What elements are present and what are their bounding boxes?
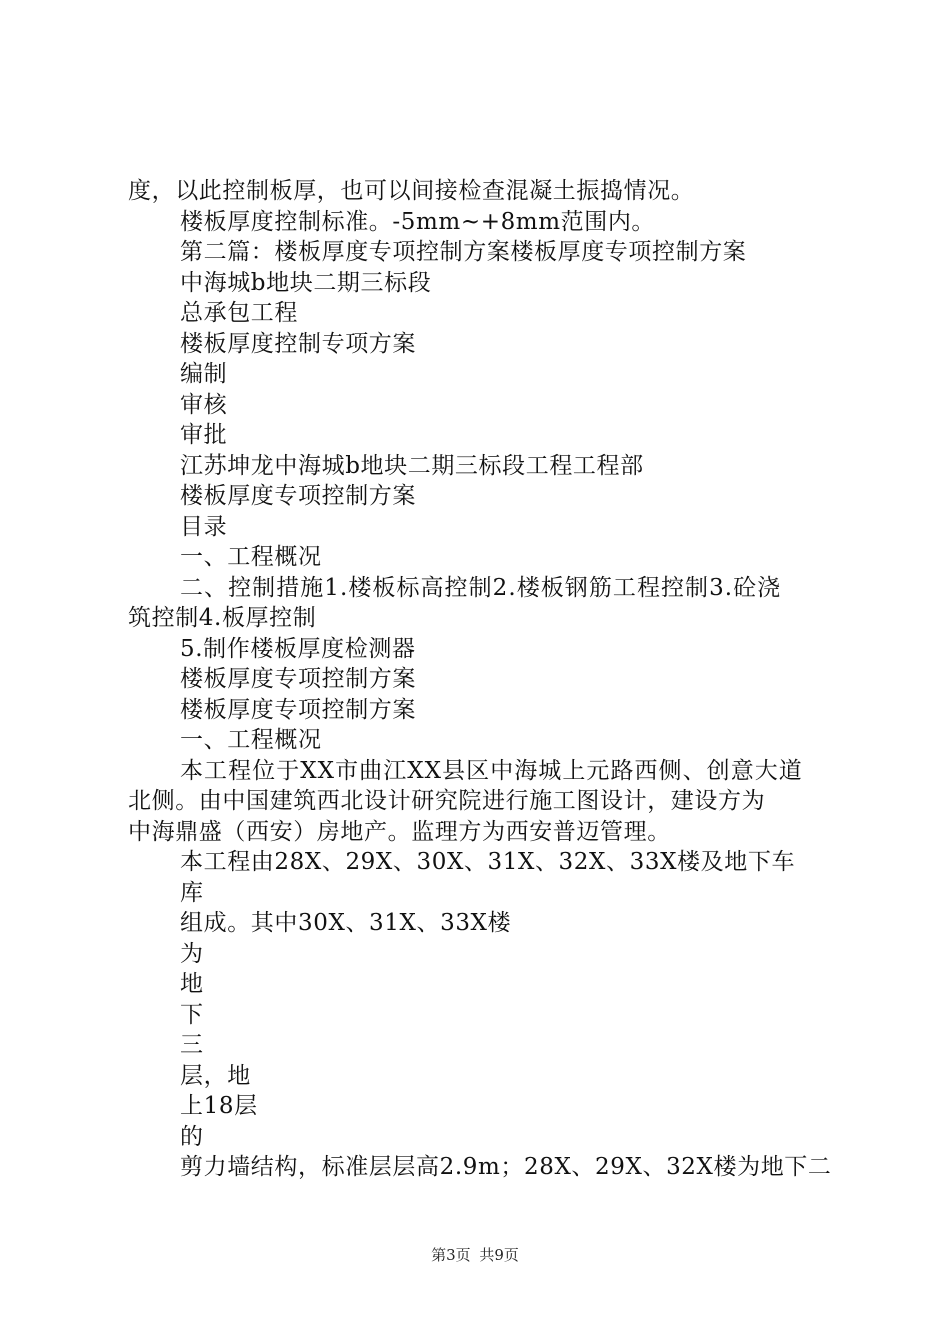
text-line: 度，以此控制板厚，也可以间接检查混凝土振捣情况。 xyxy=(128,178,695,204)
text-line: 审批 xyxy=(180,422,228,448)
text-line: 中海鼎盛（西安）房地产。监理方为西安普迈管理。 xyxy=(128,818,671,845)
text-line: 楼板厚度专项控制方案 xyxy=(180,666,416,692)
text-line: 第二篇：楼板厚度专项控制方案楼板厚度专项控制方案 xyxy=(180,239,747,265)
text-line: 楼板厚度专项控制方案 xyxy=(180,483,416,509)
page-total: 共9页 xyxy=(479,1246,519,1264)
page-footer xyxy=(0,1244,950,1265)
text-line: 的 xyxy=(180,1123,204,1150)
page-number: 第3页 xyxy=(431,1246,471,1264)
text-line: 一、工程概况 xyxy=(180,544,322,570)
text-line: 二、控制措施1.楼板标高控制2.楼板钢筋工程控制3.砼浇 xyxy=(180,574,782,601)
text-line: 楼板厚度专项控制方案 xyxy=(180,696,416,723)
document-body xyxy=(128,176,840,1183)
text-line: 为 xyxy=(180,940,204,967)
text-line: 筑控制4.板厚控制 xyxy=(128,605,317,631)
text-line: 北侧。由中国建筑西北设计研究院进行施工图设计，建设方为 xyxy=(128,788,766,814)
text-line: 地 xyxy=(180,971,204,997)
text-line: 5.制作楼板厚度检测器 xyxy=(180,635,416,662)
text-line: 中海城b地块二期三标段 xyxy=(180,269,432,296)
text-line: 下 xyxy=(180,1001,204,1028)
text-line: 一、工程概况 xyxy=(180,727,322,753)
text-line: 江苏坤龙中海城b地块二期三标段工程工程部 xyxy=(180,452,644,479)
text-line: 审核 xyxy=(180,391,228,418)
text-line: 本工程由28X、29X、30X、31X、32X、33X楼及地下车 xyxy=(180,849,796,875)
text-line: 剪力墙结构，标准层层高2.9m；28X、29X、32X楼为地下二 xyxy=(180,1154,832,1180)
text-line: 目录 xyxy=(180,513,228,540)
text-line: 上18层 xyxy=(180,1093,258,1119)
text-line: 本工程位于XX市曲江XX县区中海城上元路西侧、创意大道 xyxy=(180,757,803,784)
text-line: 编制 xyxy=(180,361,228,387)
text-line: 三 xyxy=(180,1032,204,1058)
text-line: 总承包工程 xyxy=(180,300,298,326)
text-line: 楼板厚度控制标准。-5mm~+8mm范围内。 xyxy=(180,208,656,235)
text-line: 层，地 xyxy=(180,1062,251,1089)
text-line: 组成。其中30X、31X、33X楼 xyxy=(180,910,512,936)
text-line: 库 xyxy=(180,879,204,906)
text-line: 楼板厚度控制专项方案 xyxy=(180,330,416,357)
